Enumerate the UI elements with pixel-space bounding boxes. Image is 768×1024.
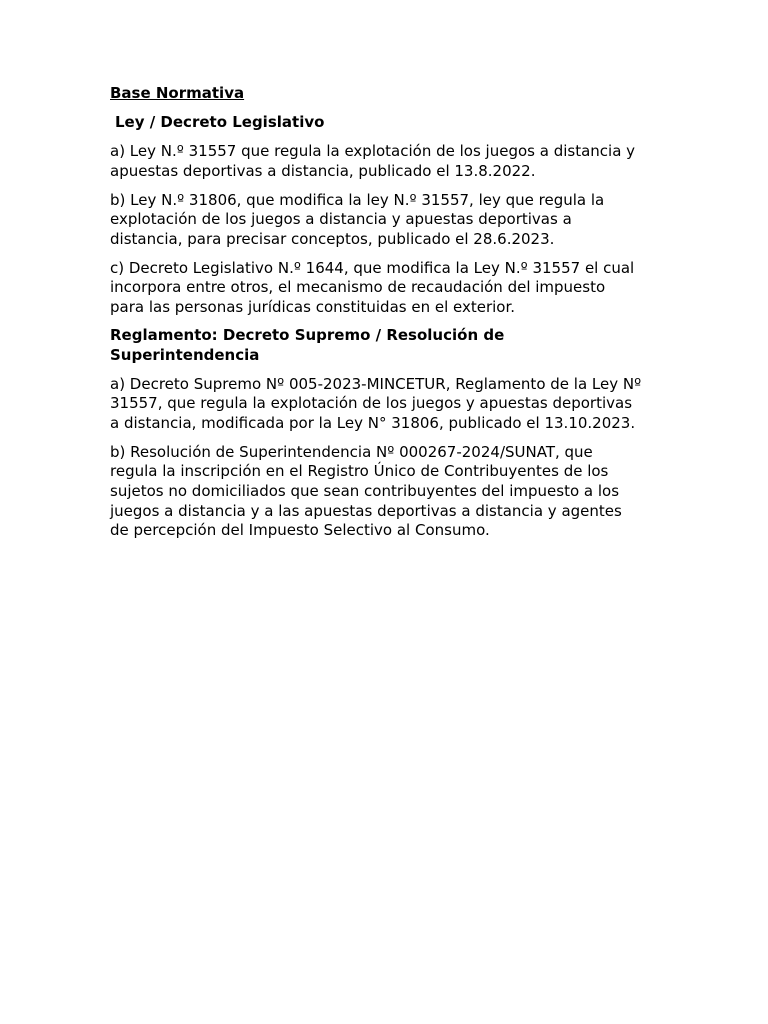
paragraph-line: a) Ley N.º 31557 que regula la explotación de los juegos a distancia y	[110, 142, 636, 161]
list-item-ley-b	[110, 191, 666, 250]
paragraph-line: de percepción del Impuesto Selectivo al Consumo.	[110, 521, 490, 540]
section-heading-reglamento	[110, 326, 666, 365]
document-page	[110, 84, 666, 550]
document-title	[110, 84, 666, 104]
paragraph-line: incorpora entre otros, el mecanismo de recaudación del impuesto	[110, 278, 606, 297]
paragraph-line: distancia, para precisar conceptos, publicado el 28.6.2023.	[110, 229, 555, 248]
paragraph-line: b) Resolución de Superintendencia Nº 000267-2024/SUNAT, que	[110, 442, 593, 461]
list-item-reglamento-a	[110, 375, 666, 434]
list-item-ley-a	[110, 142, 666, 181]
paragraph-line: b) Ley N.º 31806, que modifica la ley N.º 31557, ley que regula la	[110, 190, 605, 209]
paragraph-line: a) Decreto Supremo Nº 005-2023-MINCETUR, Reglamento de la Ley Nº	[110, 374, 642, 393]
section-heading-ley-text: Ley / Decreto Legislativo	[115, 113, 325, 132]
document-title-text: Base Normativa	[110, 84, 245, 102]
paragraph-line: juegos a distancia y a las apuestas deportivas a distancia y agentes	[110, 501, 622, 520]
paragraph-line: explotación de los juegos a distancia y apuestas deportivas a	[110, 210, 572, 229]
section-heading-line: Reglamento: Decreto Supremo / Resolución de	[110, 326, 505, 345]
paragraph-line: a distancia, modificada por la Ley N° 31806, publicado el 13.10.2023.	[110, 414, 636, 433]
paragraph-line: 31557, que regula la explotación de los juegos y apuestas deportivas	[110, 394, 633, 413]
list-item-ley-c	[110, 259, 666, 318]
paragraph-line: regula la inscripción en el Registro Único de Contribuyentes de los	[110, 462, 609, 481]
paragraph-line: sujetos no domiciliados que sean contribuyentes del impuesto a los	[110, 482, 620, 501]
section-heading-line: Superintendencia	[110, 346, 260, 365]
paragraph-line: para las personas jurídicas constituidas en el exterior.	[110, 297, 516, 316]
section-heading-ley	[110, 113, 666, 133]
list-item-reglamento-b	[110, 443, 666, 541]
paragraph-line: apuestas deportivas a distancia, publicado el 13.8.2022.	[110, 161, 536, 180]
paragraph-line: c) Decreto Legislativo N.º 1644, que modifica la Ley N.º 31557 el cual	[110, 258, 635, 277]
